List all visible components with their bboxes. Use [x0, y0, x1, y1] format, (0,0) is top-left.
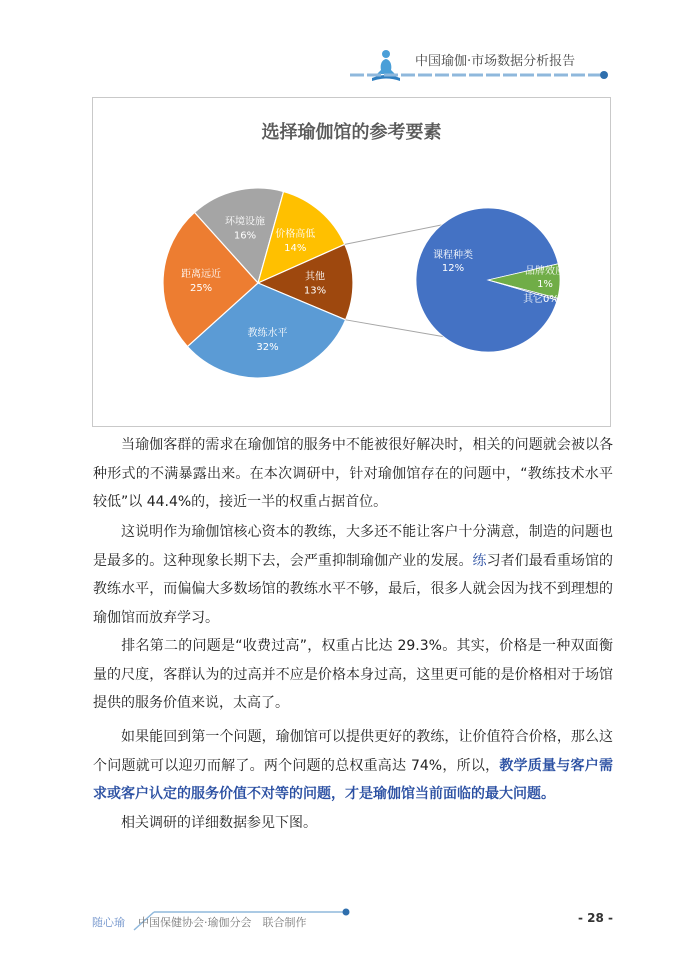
pie-label-4: 距离远近 [181, 269, 222, 281]
header-title: 中国瑜伽·市场数据分析报告 [415, 54, 576, 69]
sub-pie-value-1: 1% [537, 279, 553, 290]
pie-value-0: 16% [233, 230, 257, 242]
paragraph-3-text: 排名第二的问题是“收费过高”，权重占比达 29.3%。其实，价格是一种双面衡量的尺度，客群认为的过高并不应是价格本身过高，这里更可能的是价格相对于场馆提供的服务价值来说，太高了。 [93, 638, 613, 711]
pie-value-1: 14% [284, 242, 307, 254]
sub-pie-label-2: 其它0% [523, 294, 559, 305]
paragraph-1 [93, 431, 613, 517]
pie-value-2: 13% [303, 285, 327, 297]
pie-label-2: 其他 [304, 271, 325, 283]
pie-label-1: 价格高低 [275, 228, 316, 240]
footer-brand: 随心瑜 [92, 916, 125, 929]
sub-pie-label-0: 课程种类 [433, 250, 473, 261]
pie-value-4: 25% [189, 283, 213, 295]
pie-value-3: 32% [256, 342, 279, 354]
page-number: - 28 - [578, 911, 614, 925]
pie-chart-frame [92, 97, 611, 427]
chart-title: 选择瑜伽馆的参考要素 [261, 122, 442, 143]
pie-label-0: 环境设施 [224, 216, 265, 228]
paragraph-4-highlight: 教学质量与客户需求或客户认定的服务价值不对等的问题，才是瑜伽馆当前面临的最大问题。 [93, 757, 613, 802]
paragraph-5-text: 相关调研的详细数据参见下图。 [121, 815, 317, 831]
paragraph-3 [93, 632, 613, 718]
paragraph-1-text: 当瑜伽客群的需求在瑜伽馆的服务中不能被很好解决时，相关的问题就会被以各种形式的不满暴露出来。在本次调研中，针对瑜伽馆存在的问题中，“教练技术水平较低”以 44.4%的，接近一半的权重占据首位。 [93, 437, 613, 510]
pie-of-pie-chart [93, 98, 610, 426]
header-rule [350, 70, 610, 80]
paragraph-5 [93, 809, 613, 838]
paragraph-4-text-a: 如果能回到第一个问题，瑜伽馆可以提供更好的教练，让价值符合价格，那么这个问题就可以迎刃而解了。两个问题的总权重高达 74%，所以， [93, 729, 613, 774]
paragraph-2 [93, 518, 613, 632]
paragraph-2-text-a: 这说明作为瑜伽馆核心资本的教练，大多还不能让客户十分满意，制造的问题也是最多的。这种现象长期下去，会严重抑制瑜伽产业的发展。 [93, 524, 613, 569]
sub-pie-label-1: 品牌效应 [525, 266, 565, 277]
page-header [0, 0, 691, 90]
pie-label-3: 教练水平 [247, 328, 288, 340]
sub-pie-value-0: 12% [441, 263, 465, 274]
paragraph-2-text-b: 练 [472, 552, 487, 569]
paragraph-4 [93, 723, 613, 809]
paragraph-2-text-c: 习者们最看重场馆的教练水平，而偏偏大多数场馆的教练水平不够，最后，很多人就会因为找不到理想的瑜伽馆而放弃学习。 [93, 552, 614, 626]
footer-org: 中国保健协会·瑜伽分会 联合制作 [138, 916, 307, 929]
